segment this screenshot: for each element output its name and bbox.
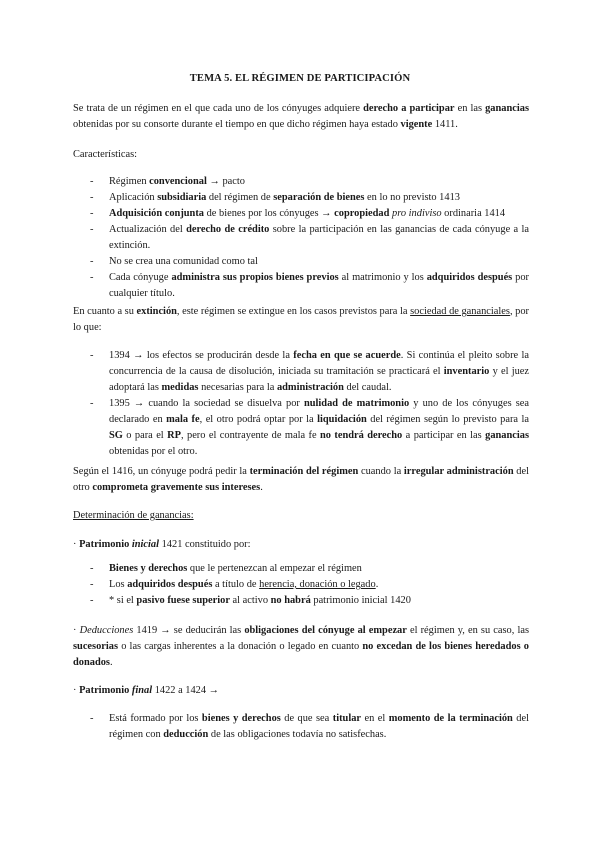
text-run: no habrá [270,595,311,606]
text-run: necesarias para la [198,382,277,393]
text-run: o las cargas inherentes a la donación o legado en cuanto [118,641,363,652]
text-run: vigente [400,119,433,130]
text-run: pro indiviso [392,208,442,219]
text-run: Está formado por los [109,713,202,724]
text-run: Se trata de un régimen en el que cada uno de los cónyuges adquiere [73,103,364,114]
text-run: Patrimonio [79,539,132,550]
extincion-list [73,348,529,460]
list-item [73,270,529,302]
text-run: herencia, donación o legado [259,579,376,590]
text-run: por cualquier título. [109,272,530,299]
text-run: 1394 → los efectos se producirán desde la [109,350,294,361]
text-run: , por lo que: [73,306,530,333]
determinacion-heading-text: Determinación de ganancias: [73,510,194,521]
text-run: convencional [149,176,207,187]
text-run: al activo [229,595,271,606]
text-run: , este régimen se extingue en los casos previstos para la [176,306,411,317]
text-run: en lo no previsto 1413 [364,192,460,203]
text-run: 1411. [432,119,458,130]
text-run: Patrimonio [79,685,132,696]
text-run: administra sus propios bienes previos [171,272,339,283]
text-run: separación de bienes [273,192,365,203]
text-run: 1421 constituido por: [159,539,251,550]
text-run: subsidiaria [157,192,207,203]
list-item [73,206,529,222]
text-run: Bienes y derechos [109,563,188,574]
text-run: en el [361,713,389,724]
list-item [73,348,529,396]
caracteristicas-list [73,174,529,302]
list-item [73,190,529,206]
text-run: En cuanto a su [73,306,137,317]
text-run: Los [109,579,128,590]
text-run: Adquisición conjunta [109,208,204,219]
text-run: Cada cónyuge [109,272,172,283]
text-run: cuando la [358,466,404,477]
text-run: administración [276,382,344,393]
text-run: o para el [122,430,168,441]
page-title: TEMA 5. EL RÉGIMEN DE PARTICIPACIÓN [189,73,411,84]
text-run: del régimen con [109,713,529,740]
text-run: y uno de los cónyuges sea declarado en [109,398,529,425]
text-run: el régimen y, en su caso, las [406,625,529,636]
patrimonio-final-heading [73,683,529,699]
text-run: de las obligaciones todavía no satisfechas. [208,729,387,740]
text-run: extinción [136,306,177,317]
text-run: Actualización del [109,224,187,235]
text-run: SG [109,430,123,441]
text-run: · [73,539,80,550]
text-run: obtenidas por su consorte durante el tiempo en que dicho régimen haya estado [73,119,401,130]
text-run: Deducciones [79,625,134,636]
list-item [73,561,529,577]
text-run: terminación del régimen [249,466,359,477]
text-run: liquidación [317,414,367,425]
text-run: final [131,685,153,696]
text-run: Según el 1416, un cónyuge podrá pedir la [73,466,250,477]
text-run: inicial [131,539,160,550]
text-run: del otro [73,466,530,493]
text-run: sobre la participación en las ganancias de cada cónyuge a la extinción. [109,224,529,251]
text-run: no excedan de los bienes heredados o donados [73,641,529,668]
text-run: 1422 a 1424 → [152,685,220,696]
text-run: copropiedad [334,208,390,219]
text-run: Aplicación [109,192,158,203]
text-run: comprometa gravemente sus intereses [92,482,261,493]
text-run: Régimen [109,176,150,187]
text-run: mala fe [166,414,200,425]
text-run: adquiridos después [127,579,213,590]
text-run: del caudal. [343,382,392,393]
text-run: ordinaria 1414 [441,208,506,219]
text-run: no tendrá derecho [320,430,403,441]
text-run: obligaciones del cónyuge al empezar [244,625,407,636]
text-run: a participar en las [402,430,486,441]
text-run: de bienes por los cónyuges → [204,208,335,219]
text-run: deducción [163,729,209,740]
extincion-paragraph [73,304,529,336]
text-run: ganancias [485,103,529,114]
text-run: → pacto [206,176,245,187]
text-run: de que sea [280,713,333,724]
text-run: en las [454,103,486,114]
text-run: y el juez adoptará las [109,366,529,393]
text-run: que le pertenezcan al empezar el régimen [187,563,362,574]
text-run: . [375,579,379,590]
text-run: * si el [109,595,137,606]
determinacion-heading [73,508,529,524]
text-run: inventario [443,366,490,377]
text-run: irregular administración [403,466,514,477]
text-run: derecho a participar [363,103,455,114]
text-run: , el otro podrá optar por la [199,414,318,425]
terminacion-paragraph [73,464,529,496]
text-run: 1395 → cuando la sociedad se disuelva por [109,398,304,409]
caracteristicas-label: Características: [73,149,138,160]
text-run: . Si continúa el pleito sobre la concurrencia de la causa de disolución, iniciada su tramitación se practicará el [109,350,529,377]
text-run: 1419 → se deducirán las [133,625,245,636]
text-run: titular [332,713,362,724]
text-run: No se crea una comunidad como tal [109,256,258,267]
list-item [73,254,529,270]
text-run: derecho de crédito [186,224,270,235]
text-run: patrimonio inicial 1420 [310,595,411,606]
text-run: sociedad de gananciales [410,306,510,317]
text-run: . [260,482,263,493]
text-run: · [73,625,80,636]
text-run: momento de la terminación [388,713,513,724]
text-run: ganancias [485,430,530,441]
list-item [73,593,529,609]
text-run: RP [167,430,181,441]
inicial-list [73,561,529,609]
text-run: fecha en que se acuerde [293,350,401,361]
deducciones-paragraph [73,623,529,671]
text-run: del régimen según lo previsto para la [366,414,530,425]
text-run: a título de [212,579,260,590]
text-run: del régimen de [206,192,274,203]
text-run: . [109,657,113,668]
list-item [73,174,529,190]
text-run: bienes y derechos [201,713,281,724]
text-run: al matrimonio y los [338,272,427,283]
text-run: adquiridos después [426,272,513,283]
text-run: nulidad de matrimonio [303,398,410,409]
text-run: obtenidas por el otro. [109,446,198,457]
patrimonio-inicial-heading [73,537,529,553]
text-run: · [73,685,80,696]
text-run: pasivo fuese superior [136,595,230,606]
list-item [73,222,529,254]
intro-paragraph [73,101,529,133]
list-item [73,711,529,743]
text-run: medidas [161,382,199,393]
text-run: sucesorias [73,641,119,652]
list-item [73,396,529,460]
list-item [73,577,529,593]
text-run: , pero el contrayente de mala fe [180,430,320,441]
final-list [73,711,529,743]
